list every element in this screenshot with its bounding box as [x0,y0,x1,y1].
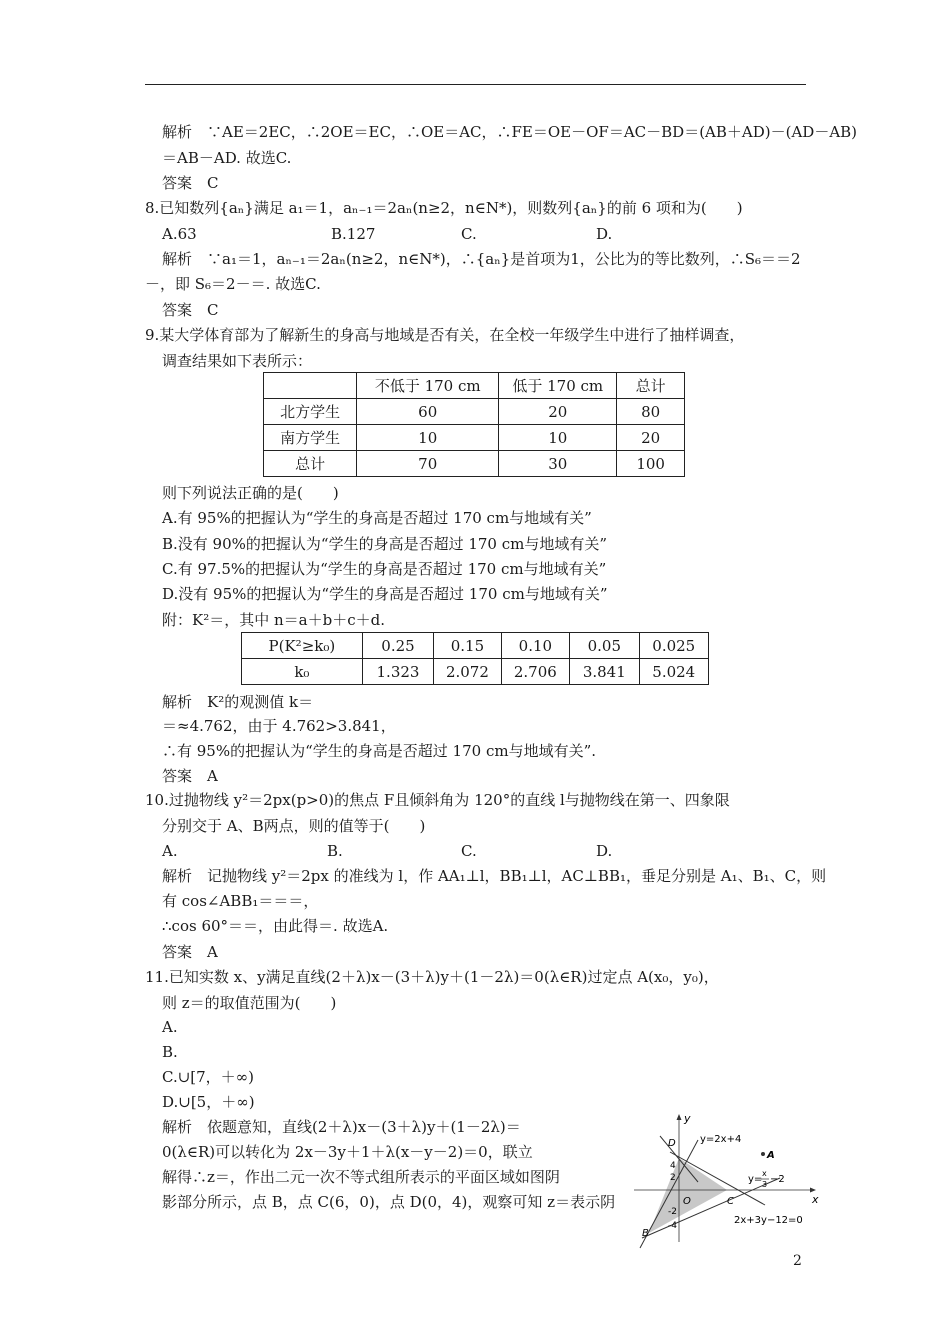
label-d: D [668,1138,676,1149]
tick-4: 4 [670,1161,676,1171]
q11-analysis-line3: 解得∴z＝，作出二元一次不等式组所表示的平面区域如图阴 [162,1168,560,1186]
page-number: 2 [793,1253,802,1269]
q10-option-c: C. [461,842,477,860]
table-cell: 2.706 [501,659,569,685]
table-cell: 20 [499,399,617,425]
q9-option-b: B.没有 90%的把握认为“学生的身高是否超过 170 cm与地域有关” [162,535,608,553]
table-cell: 0.25 [362,633,433,659]
table-cell: 北方学生 [264,399,357,425]
q10-option-a: A. [162,842,178,860]
line2-label-suffix: −2 [770,1174,785,1185]
q11-option-d: D.∪[5，＋∞) [162,1093,255,1111]
table-cell: 60 [357,399,499,425]
table-cell: 不低于 170 cm [357,373,499,399]
q11-analysis-line4: 影部分所示，点 B，点 C(6，0)，点 D(0，4)，观察可知 z＝表示阴 [162,1193,616,1211]
q9-analysis-line1: 解析 K²的观测值 k＝ [162,693,314,711]
table-row [264,373,685,399]
q9-analysis-line2: ＝≈4.762，由于 4.762>3.841， [162,717,396,735]
q11-option-b: B. [162,1043,178,1061]
q9-option-a: A.有 95%的把握认为“学生的身高是否超过 170 cm与地域有关” [162,509,592,527]
q10-analysis-line3: ∴cos 60°＝＝，由此得＝. 故选A. [162,917,389,935]
q10-analysis-line2: 有 cos∠ABB₁＝＝＝， [162,892,319,910]
table-cell: 20 [617,425,685,451]
q10-answer: 答案 A [162,943,218,961]
q11-option-a: A. [162,1018,178,1036]
q10-option-d: D. [596,842,613,860]
line3-label: 2x+3y−12=0 [734,1215,803,1226]
q8-option-c: C. [461,225,477,243]
line2-label-numerator: x [762,1169,767,1178]
q9-question: 则下列说法正确的是( ) [162,484,339,502]
table-cell: 80 [617,399,685,425]
table-cell: 总计 [264,451,357,477]
table-cell: 2.072 [434,659,501,685]
q9-stem-line1: 9.某大学体育部为了解新生的身高与地域是否有关，在全校一年级学生中进行了抽样调查， [145,326,745,344]
line2-label-prefix: y= [748,1174,763,1185]
q11-analysis-line2: 0(λ∈R)可以转化为 2x－3y＋1＋λ(x－y－2)＝0，联立 [162,1143,533,1161]
table-cell: 0.10 [501,633,569,659]
table-cell: 南方学生 [264,425,357,451]
q8-answer: 答案 C [162,301,219,319]
q11-stem-line2: 则 z＝的取值范围为( ) [162,994,337,1012]
table-cell: k₀ [242,659,363,685]
q7-analysis-line1: 解析 ∵AE＝2EC，∴2OE＝EC，∴OE＝AC，∴FE＝OE－OF＝AC－BD＝(AB＋AD)－(AD－AB) [162,123,858,141]
x-axis-arrow [810,1188,816,1193]
table-cell: 总计 [617,373,685,399]
table-cell: 0.05 [570,633,639,659]
label-c: C [727,1196,734,1207]
table-cell: 3.841 [570,659,639,685]
tick-neg4: -4 [668,1221,677,1231]
q10-option-b: B. [327,842,343,860]
q8-analysis-line1: 解析 ∵a₁＝1，aₙ₋₁＝2aₙ(n≥2，n∈N*)，∴{aₙ}是首项为1，公比为的等比数列，∴S₆＝＝2 [162,250,801,268]
q8-stem: 8.已知数列{aₙ}满足 a₁＝1，aₙ₋₁＝2aₙ(n≥2，n∈N*)，则数列{aₙ}的前 6 项和为( ) [145,199,743,217]
q9-option-c: C.有 97.5%的把握认为“学生的身高是否超过 170 cm与地域有关” [162,560,607,578]
point-a [761,1152,765,1156]
table-cell: 0.15 [434,633,501,659]
q11-option-c: C.∪[7，＋∞) [162,1068,255,1086]
tick-2: 2 [670,1173,676,1183]
q9-analysis-line3: ∴有 95%的把握认为“学生的身高是否超过 170 cm与地域有关”. [162,742,597,760]
table-cell: 100 [617,451,685,477]
label-o: O [683,1196,691,1207]
q8-option-d: D. [596,225,613,243]
line2-label-denominator: 3 [762,1180,768,1189]
q8-option-a: A.63 [162,225,197,243]
critical-value-table [241,632,709,685]
label-a: A [767,1150,775,1161]
table-cell: 1.323 [362,659,433,685]
q9-answer: 答案 A [162,767,218,785]
q9-option-d: D.没有 95%的把握认为“学生的身高是否超过 170 cm与地域有关” [162,585,608,603]
table-row [264,451,685,477]
y-axis-arrow [677,1114,682,1120]
q7-answer: 答案 C [162,174,219,192]
table-cell: 5.024 [639,659,708,685]
table-cell [264,373,357,399]
q11-stem-line1: 11.已知实数 x、y满足直线(2＋λ)x－(3＋λ)y＋(1－2λ)＝0(λ∈R)过定点 A(x₀，y₀)， [145,968,719,986]
q10-stem-line1: 10.过抛物线 y²＝2px(p>0)的焦点 F且倾斜角为 120°的直线 l与抛物线在第一、四象限 [145,791,730,809]
table-cell: 10 [499,425,617,451]
feasible-region-figure [630,1112,820,1252]
x-axis-label: x [812,1193,819,1206]
table-cell: 30 [499,451,617,477]
table-row [264,399,685,425]
header-rule [145,84,806,85]
survey-table [263,372,685,477]
table-row [242,633,709,659]
q10-analysis-line1: 解析 记抛物线 y²＝2px 的准线为 l，作 AA₁⊥l，BB₁⊥l，AC⊥BB₁，垂足分别是 A₁、B₁、C，则 [162,867,827,885]
q9-stem-line2: 调查结果如下表所示： [162,352,313,370]
table-cell: 低于 170 cm [499,373,617,399]
q8-analysis-line2: －，即 S₆＝2－＝. 故选C. [145,275,321,293]
table-cell: 70 [357,451,499,477]
table-cell: 0.025 [639,633,708,659]
tick-neg2: -2 [668,1207,677,1217]
q10-stem-line2: 分别交于 A、B两点，则的值等于( ) [162,817,426,835]
q9-note: 附：K²＝，其中 n＝a＋b＋c＋d. [162,611,385,629]
table-cell: P(K²≥k₀) [242,633,363,659]
q7-analysis-line2: ＝AB－AD. 故选C. [162,149,292,167]
q11-analysis-line1: 解析 依题意知，直线(2＋λ)x－(3＋λ)y＋(1－2λ)＝ [162,1118,521,1136]
table-row [242,659,709,685]
label-b: B [642,1228,649,1239]
line1-label: y=2x+4 [700,1134,742,1145]
table-row [264,425,685,451]
q8-option-b: B.127 [331,225,376,243]
y-axis-label: y [684,1112,691,1125]
table-cell: 10 [357,425,499,451]
